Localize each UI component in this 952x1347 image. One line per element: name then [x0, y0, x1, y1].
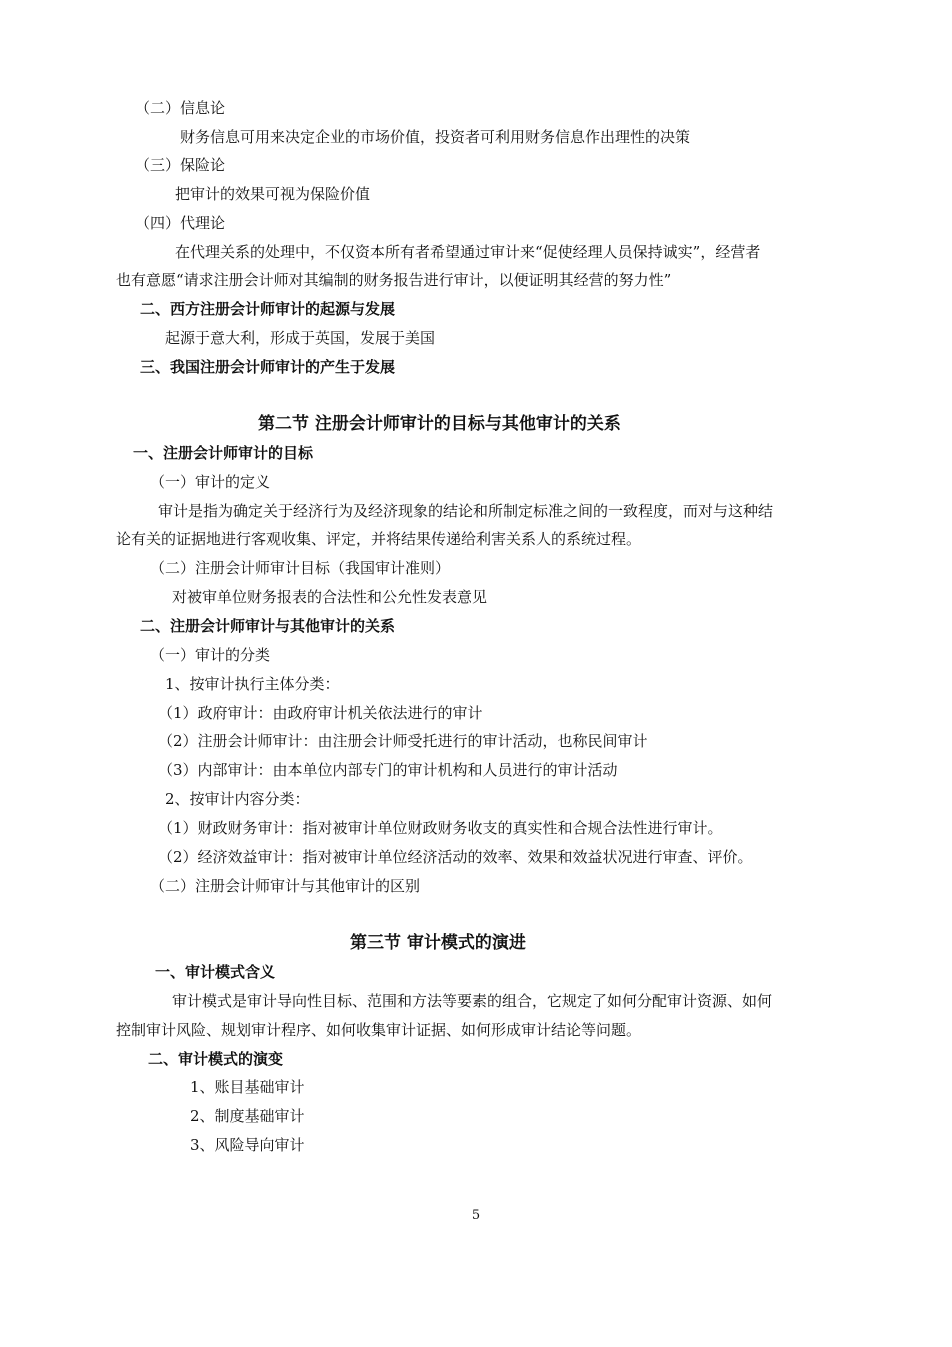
paragraph: 也有意愿“请求注册会计师对其编制的财务报告进行审计，以便证明其经营的努力性”: [116, 271, 672, 289]
subsection-heading: （二）注册会计师审计与其他审计的区别: [150, 877, 421, 895]
paragraph: 审计是指为确定关于经济行为及经济现象的结论和所制定标准之间的一致程度，而对与这种结: [158, 502, 774, 520]
heading-agency-theory: （四）代理论: [135, 214, 226, 232]
section-heading: 三、我国注册会计师审计的产生于发展: [140, 358, 396, 376]
list-item: （2）经济效益审计：指对被审计单位经济活动的效率、效果和效益状况进行审查、评价。: [158, 848, 753, 866]
chapter-title: 第三节 审计模式的演进: [350, 933, 526, 953]
heading-insurance-theory: （三）保险论: [135, 156, 226, 174]
paragraph: 起源于意大利，形成于英国，发展于美国: [165, 329, 436, 347]
list-item: 3、风险导向审计: [190, 1136, 305, 1154]
section-heading: 二、审计模式的演变: [148, 1050, 284, 1068]
list-item: 2、制度基础审计: [190, 1107, 305, 1125]
paragraph: 在代理关系的处理中，不仅资本所有者希望通过审计来“促使经理人员保持诚实”，经营者: [175, 243, 761, 261]
paragraph: 对被审单位财务报表的合法性和公允性发表意见: [172, 588, 488, 606]
subsection-heading: （一）审计的定义: [150, 473, 271, 491]
section-heading: 二、注册会计师审计与其他审计的关系: [140, 617, 396, 635]
page-number: 5: [471, 1208, 481, 1223]
paragraph: 审计模式是审计导向性目标、范围和方法等要素的组合，它规定了如何分配审计资源、如何: [172, 992, 773, 1010]
heading-information-theory: （二）信息论: [135, 99, 226, 117]
list-item: （3）内部审计：由本单位内部专门的审计机构和人员进行的审计活动: [158, 761, 618, 779]
section-heading: 一、注册会计师审计的目标: [133, 444, 314, 462]
paragraph: 财务信息可用来决定企业的市场价值，投资者可利用财务信息作出理性的决策: [180, 128, 691, 146]
section-heading: 二、西方注册会计师审计的起源与发展: [140, 300, 396, 318]
chapter-title: 第二节 注册会计师审计的目标与其他审计的关系: [258, 414, 621, 434]
subsection-heading: （一）审计的分类: [150, 646, 271, 664]
subsection-heading: （二）注册会计师审计目标（我国审计准则）: [150, 559, 451, 577]
list-item: 2、按审计内容分类：: [165, 790, 310, 808]
list-item: （2）注册会计师审计：由注册会计师受托进行的审计活动，也称民间审计: [158, 732, 648, 750]
paragraph: 控制审计风险、规划审计程序、如何收集审计证据、如何形成审计结论等问题。: [116, 1021, 642, 1039]
section-heading: 一、审计模式含义: [155, 963, 276, 981]
list-item: 1、账目基础审计: [190, 1078, 305, 1096]
list-item: （1）财政财务审计：指对被审计单位财政财务收支的真实性和合规合法性进行审计。: [158, 819, 723, 837]
paragraph: 论有关的证据地进行客观收集、评定，并将结果传递给利害关系人的系统过程。: [116, 530, 642, 548]
list-item: （1）政府审计：由政府审计机关依法进行的审计: [158, 704, 483, 722]
list-item: 1、按审计执行主体分类：: [165, 675, 340, 693]
paragraph: 把审计的效果可视为保险价值: [175, 185, 371, 203]
